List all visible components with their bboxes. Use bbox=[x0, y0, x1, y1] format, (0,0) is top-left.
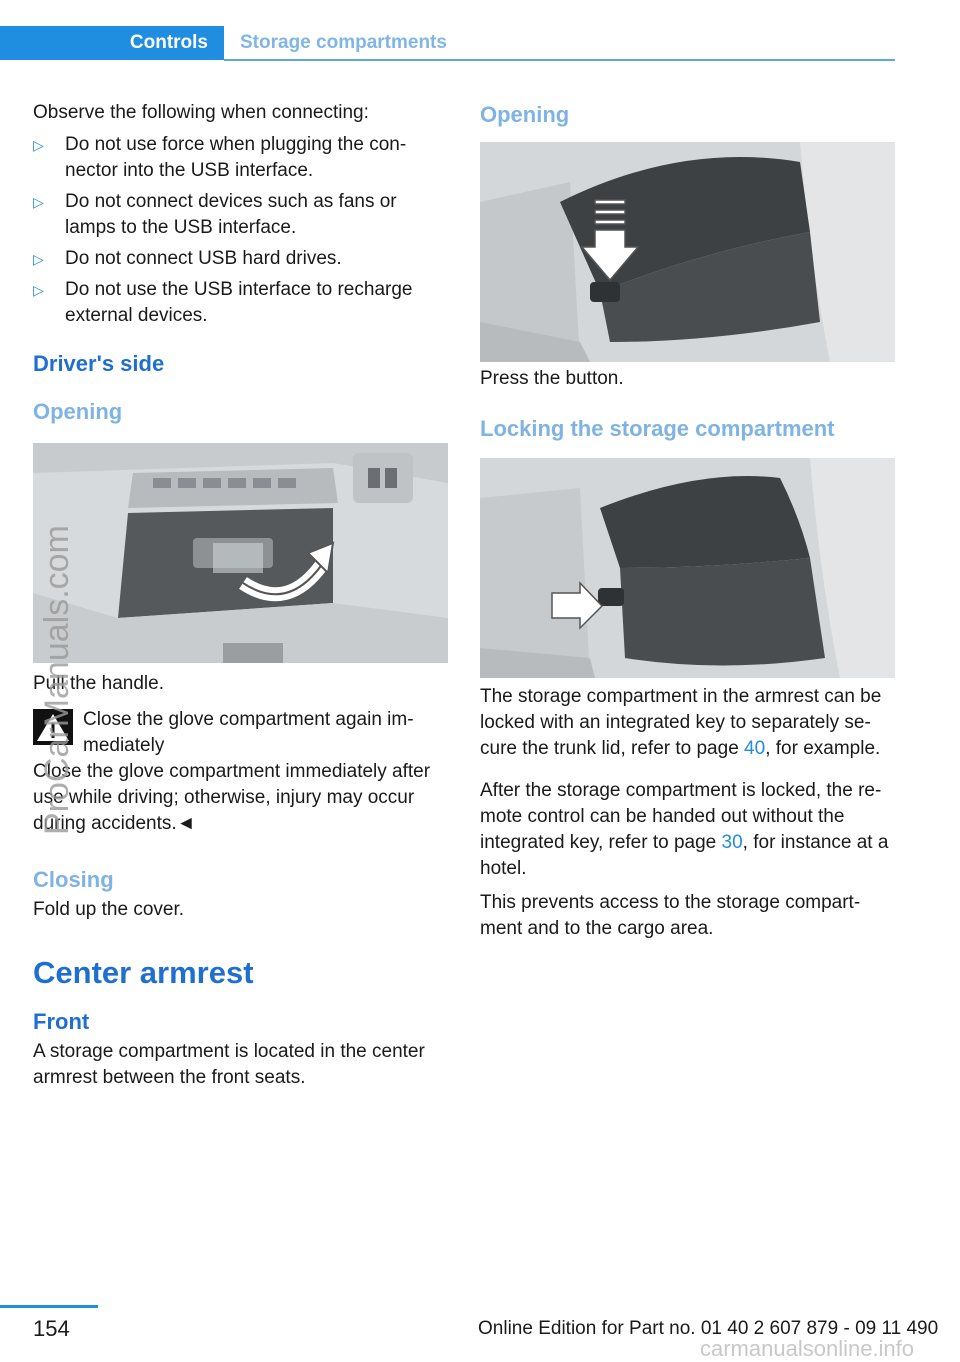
front-heading: Front bbox=[33, 1009, 90, 1034]
warning-title: Close the glove compartment again im-mediately bbox=[83, 709, 414, 756]
header-rule bbox=[224, 59, 895, 61]
closing-text: Fold up the cover. bbox=[33, 899, 185, 920]
triangle-bullet-icon: ▷ bbox=[33, 137, 44, 153]
page-40-link[interactable]: 40 bbox=[744, 738, 766, 759]
press-button-text: Press the button. bbox=[480, 368, 624, 389]
drivers-side-heading: Driver's side bbox=[33, 351, 165, 376]
list-item: ▷ Do not connect devices such as fans or lamps to the USB interface. bbox=[33, 191, 397, 238]
side-watermark bbox=[20, 525, 80, 835]
triangle-bullet-icon: ▷ bbox=[33, 194, 44, 210]
list-item: ▷ Do not use the USB interface to recharge external devices. bbox=[33, 279, 413, 326]
right-column bbox=[480, 100, 895, 942]
locking-paragraph-2: After the storage compartment is locked, the re-mote control can be handed out without the integrated key, refer to page 30, for instance at a hotel. bbox=[480, 780, 889, 879]
locking-heading: Locking the storage compartment bbox=[480, 416, 835, 441]
online-edition-text: Online Edition for Part no. 01 40 2 607 879 - 09 11 490 bbox=[478, 1318, 939, 1339]
bottom-watermark: carmanualsonline.info bbox=[700, 1336, 915, 1361]
locking-paragraph-1: The storage compartment in the armrest can be locked with an integrated key to separately se-cure the trunk lid, refer to page 40, for example. bbox=[480, 686, 882, 759]
list-item: ▷ Do not connect USB hard drives. bbox=[33, 246, 448, 272]
triangle-bullet-icon: ▷ bbox=[33, 282, 44, 298]
opening-heading-right: Opening bbox=[480, 102, 570, 127]
glove-compartment-figure bbox=[33, 443, 448, 663]
armrest-locking-figure bbox=[480, 458, 895, 678]
section-tab: Controls bbox=[0, 26, 224, 60]
pull-handle-text: Pull the handle. bbox=[33, 673, 164, 694]
triangle-bullet-icon: ▷ bbox=[33, 251, 44, 267]
list-item: ▷ Do not use force when plugging the con-nector into the USB interface. bbox=[33, 134, 407, 181]
usb-bullet-list bbox=[33, 132, 448, 329]
armrest-opening-figure bbox=[480, 142, 895, 362]
intro-text: Observe the following when connecting: bbox=[33, 102, 369, 123]
locking-paragraph-3: This prevents access to the storage compart-ment and to the cargo area. bbox=[480, 892, 861, 939]
page-number: 154 bbox=[33, 1316, 70, 1341]
page-30-link[interactable]: 30 bbox=[721, 832, 743, 853]
front-text: A storage compartment is located in the center armrest between the front seats. bbox=[33, 1041, 425, 1088]
footer-rule bbox=[0, 1305, 98, 1308]
opening-heading-left: Opening bbox=[33, 399, 123, 424]
subsection-tab: Storage compartments bbox=[240, 32, 447, 53]
center-armrest-heading: Center armrest bbox=[33, 955, 254, 990]
side-watermark-text: ProCarManuals.com bbox=[38, 525, 76, 835]
closing-heading: Closing bbox=[33, 867, 114, 892]
page-header bbox=[0, 26, 895, 62]
left-column bbox=[33, 100, 448, 1091]
warning-body: Close the glove compartment immediately after use while driving; otherwise, injury may occur during accidents.◄ bbox=[33, 761, 431, 834]
warning-block bbox=[33, 707, 448, 759]
